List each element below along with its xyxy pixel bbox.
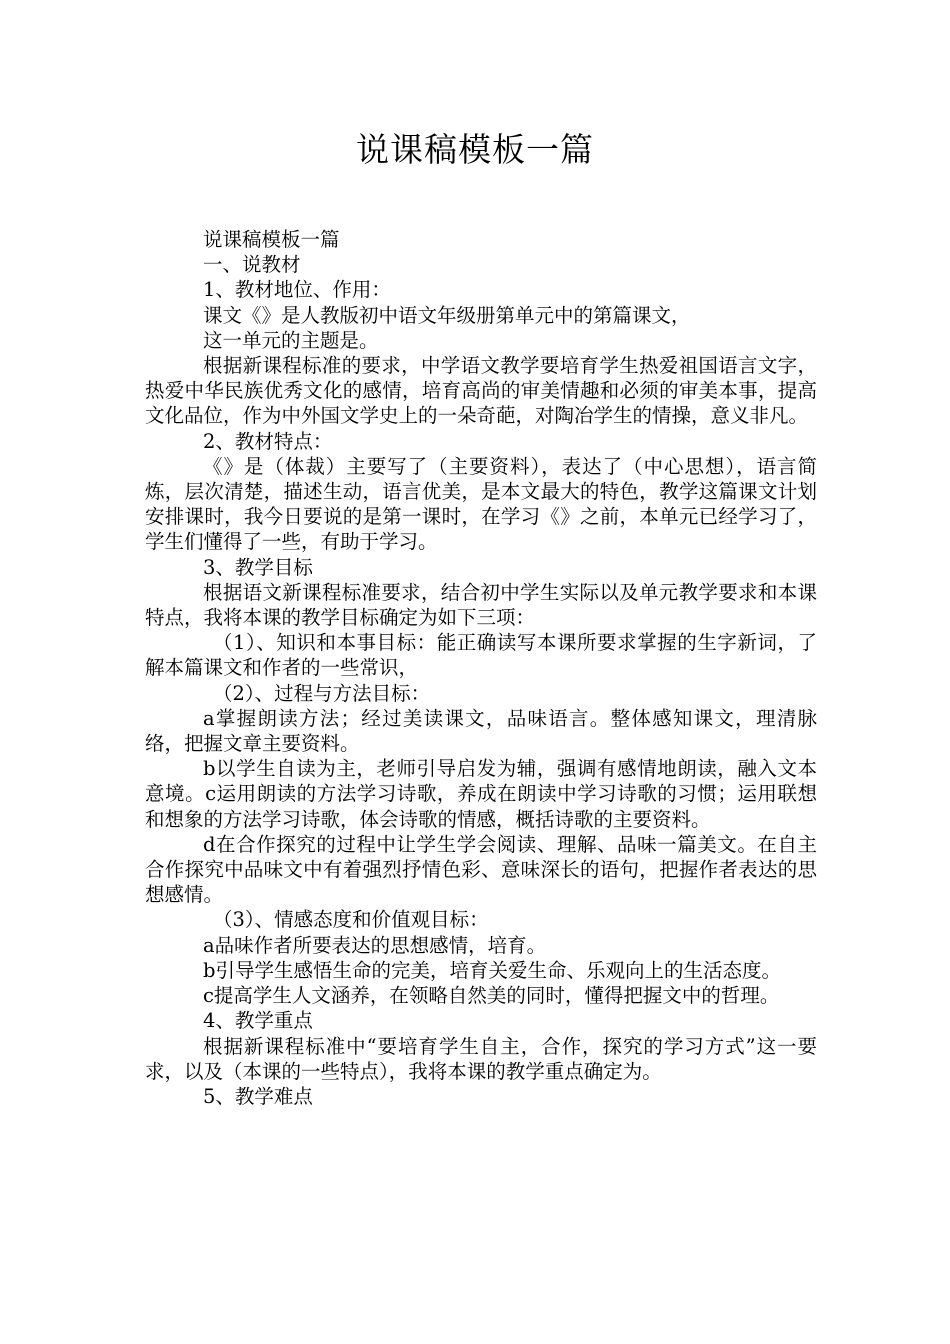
paragraph: （1）、知识和本事目标：能正确读写本课所要求掌握的生字新词，了解本篇课文和作者的一些常识， (145, 631, 817, 680)
subsection-heading: 2、教材特点： (203, 429, 333, 453)
paragraph: b引导学生感悟生命的完美，培育关爱生命、乐观向上的生活态度。 (203, 958, 781, 982)
paragraph: a掌握朗读方法；经过美读课文，品味语言。整体感知课文，理清脉络，把握文章主要资料。 (145, 706, 817, 756)
paragraph: 课文《》是人教版初中语文年级册第单元中的第篇课文， (203, 303, 691, 327)
document-body (145, 227, 817, 1109)
paragraph: 这一单元的主题是。 (203, 328, 379, 352)
paragraph: （3）、情感态度和价值观目标： (213, 908, 489, 932)
section-heading: 一、说教材 (203, 253, 301, 277)
paragraph: 根据语文新课程标准要求，结合初中学生实际以及单元教学要求和本课特点，我将本课的教学目标确定为如下三项： (145, 580, 817, 630)
subsection-heading: 5、教学难点 (203, 1084, 313, 1108)
paragraph: 根据新课程标准的要求，中学语文教学要培育学生热爱祖国语言文字，热爱中华民族优秀文化的感情，培育高尚的审美情趣和必须的审美本事，提高文化品位，作为中外国文学史上的一朵奇葩，对陶冶学生的情操，意义非凡。 (145, 354, 817, 428)
paragraph: a品味作者所要表达的思想感情，培育。 (203, 933, 547, 957)
paragraph: 说课稿模板一篇 (203, 228, 340, 251)
paragraph: b以学生自读为主，老师引导启发为辅，强调有感情地朗读，融入文本意境。c运用朗读的方法学习诗歌，养成在朗读中学习诗歌的习惯；运用联想和想象的方法学习诗歌，体会诗歌的情感，概括诗歌的主要资料。 (145, 757, 817, 831)
subsection-heading: 4、教学重点 (203, 1009, 313, 1033)
paragraph: 根据新课程标准中“要培育学生自主，合作，探究的学习方式”这一要求，以及（本课的一些特点），我将本课的教学重点确定为。 (145, 1034, 817, 1083)
subsection-heading: 1、教材地位、作用： (203, 278, 391, 302)
paragraph: d在合作探究的过程中让学生学会阅读、理解、品味一篇美文。在自主合作探究中品味文中有着强烈抒情色彩、意味深长的语句，把握作者表达的思想感情。 (145, 832, 817, 907)
document-title: 说课稿模板一篇 (356, 130, 594, 169)
paragraph: c提高学生人文涵养，在领略自然美的同时，懂得把握文中的哲理。 (203, 984, 780, 1008)
paragraph: 《》是（体裁）主要写了（主要资料），表达了（中心思想），语言简炼，层次清楚，描述生动，语言优美，是本文最大的特色，教学这篇课文计划安排课时，我今日要说的是第一课时，在学习《》之前，本单元已经学习了，学生们懂得了一些，有助于学习。 (145, 454, 817, 554)
subsection-heading: 3、教学目标 (203, 555, 313, 579)
paragraph: （2）、过程与方法目标： (213, 681, 431, 705)
